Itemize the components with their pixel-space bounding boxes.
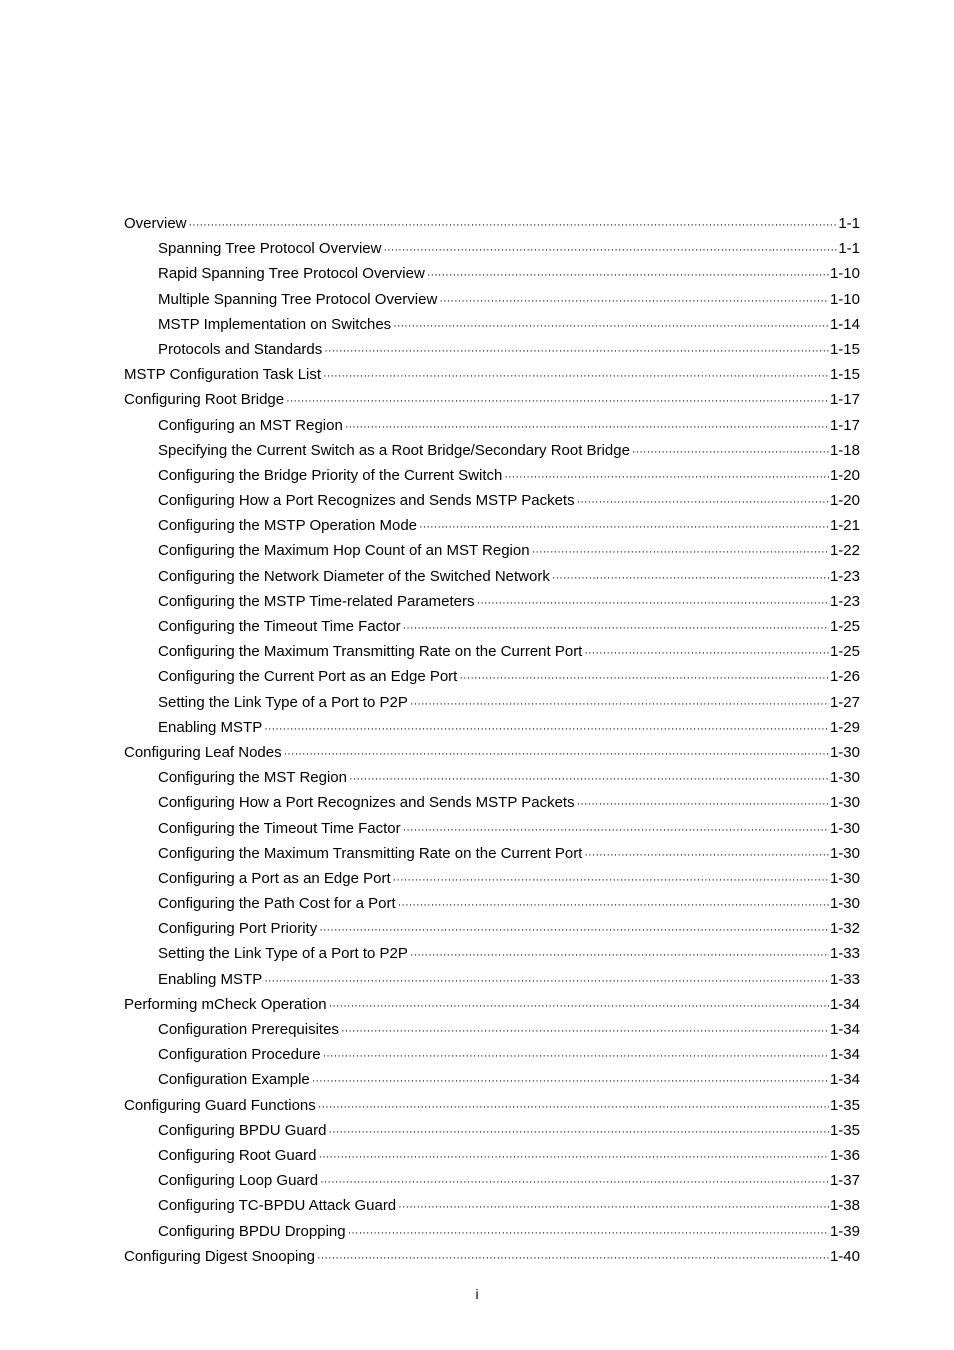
toc-entry-page: 1-10 bbox=[829, 265, 860, 283]
toc-entry[interactable] bbox=[124, 1219, 860, 1244]
toc-entry-title: Configuring How a Port Recognizes and Sends MSTP Packets bbox=[158, 492, 575, 510]
toc-entry-title: Specifying the Current Switch as a Root Bridge/Secondary Root Bridge bbox=[158, 441, 630, 459]
toc-entry[interactable] bbox=[124, 261, 860, 286]
toc-entry-page: 1-40 bbox=[829, 1247, 860, 1265]
toc-entry-title: Enabling MSTP bbox=[158, 718, 263, 736]
toc-entry-title: Configuring the Timeout Time Factor bbox=[158, 618, 401, 635]
toc-entry-page: 1-30 bbox=[829, 819, 860, 837]
toc-entry-page: 1-22 bbox=[829, 542, 860, 560]
toc-entry[interactable] bbox=[124, 1193, 860, 1218]
toc-entry[interactable] bbox=[124, 463, 860, 488]
dot-leader bbox=[264, 717, 829, 742]
toc-entry-page: 1-35 bbox=[829, 1121, 860, 1139]
dot-leader bbox=[345, 415, 829, 440]
dot-leader bbox=[532, 540, 829, 565]
toc-entry-page: 1-29 bbox=[829, 718, 860, 736]
toc-entry-title: Configuring the MST Region bbox=[158, 769, 347, 787]
toc-entry[interactable] bbox=[124, 740, 860, 765]
toc-entry-page: 1-1 bbox=[838, 240, 860, 258]
toc-entry-title: Configuring Root Bridge bbox=[124, 391, 285, 409]
toc-entry-page: 1-34 bbox=[829, 1021, 860, 1038]
toc-entry[interactable] bbox=[124, 690, 860, 715]
toc-entry[interactable] bbox=[124, 413, 860, 438]
dot-leader bbox=[577, 792, 829, 817]
toc-entry[interactable] bbox=[124, 337, 860, 362]
toc-entry-title: Configuring the Path Cost for a Port bbox=[158, 895, 396, 913]
dot-leader bbox=[349, 767, 829, 792]
toc-entry-page: 1-17 bbox=[829, 416, 860, 434]
toc-entry-title: Overview bbox=[124, 215, 187, 232]
toc-entry-page: 1-35 bbox=[829, 1096, 860, 1114]
toc-entry-page: 1-26 bbox=[829, 668, 860, 686]
toc-entry[interactable] bbox=[124, 992, 860, 1017]
dot-leader bbox=[504, 465, 829, 490]
toc-entry[interactable] bbox=[124, 312, 860, 337]
toc-entry-page: 1-34 bbox=[829, 995, 860, 1013]
dot-leader bbox=[324, 339, 829, 364]
toc-entry-title: Configuring the Timeout Time Factor bbox=[158, 819, 401, 837]
table-of-contents bbox=[124, 211, 860, 1269]
toc-entry-page: 1-30 bbox=[829, 743, 860, 761]
toc-entry[interactable] bbox=[124, 538, 860, 563]
toc-entry[interactable] bbox=[124, 362, 860, 387]
toc-entry-title: Configuring Port Priority bbox=[158, 920, 318, 938]
dot-leader bbox=[328, 1120, 829, 1145]
toc-entry[interactable] bbox=[124, 967, 860, 992]
toc-entry-page: 1-30 bbox=[829, 769, 860, 787]
dot-leader bbox=[264, 969, 829, 994]
dot-leader bbox=[318, 1145, 829, 1170]
toc-entry-page: 1-39 bbox=[829, 1222, 860, 1240]
toc-entry-title: Configuring the Maximum Hop Count of an MST Region bbox=[158, 542, 530, 560]
toc-entry-title: Protocols and Standards bbox=[158, 340, 323, 358]
toc-entry[interactable] bbox=[124, 765, 860, 790]
toc-entry[interactable] bbox=[124, 488, 860, 513]
dot-leader bbox=[584, 843, 829, 868]
dot-leader bbox=[329, 994, 829, 1019]
toc-entry[interactable] bbox=[124, 1244, 860, 1269]
toc-entry-title: Configuring the Current Port as an Edge Port bbox=[158, 668, 458, 686]
dot-leader bbox=[286, 389, 829, 414]
dot-leader bbox=[393, 868, 829, 893]
toc-entry-title: Configuring the Maximum Transmitting Rate on the Current Port bbox=[158, 643, 583, 661]
toc-entry-page: 1-33 bbox=[829, 970, 860, 988]
toc-entry-page: 1-20 bbox=[829, 466, 860, 484]
toc-entry[interactable] bbox=[124, 614, 860, 639]
toc-entry-page: 1-30 bbox=[829, 869, 860, 887]
page-number: i bbox=[475, 1286, 479, 1302]
toc-entry-page: 1-23 bbox=[829, 567, 860, 585]
toc-entry-title: Configuring the Network Diameter of the Switched Network bbox=[158, 567, 550, 585]
toc-entry[interactable] bbox=[124, 916, 860, 941]
toc-entry[interactable] bbox=[124, 639, 860, 664]
toc-entry-title: Configuring the MSTP Time-related Parameters bbox=[158, 592, 475, 610]
toc-entry-title: Configuring a Port as an Edge Port bbox=[158, 869, 391, 887]
toc-entry-title: Configuring How a Port Recognizes and Sends MSTP Packets bbox=[158, 794, 575, 812]
toc-entry[interactable] bbox=[124, 1067, 860, 1092]
dot-leader bbox=[419, 515, 829, 540]
toc-entry-page: 1-21 bbox=[829, 517, 860, 535]
toc-entry-title: Configuring the Bridge Priority of the Current Switch bbox=[158, 466, 503, 484]
dot-leader bbox=[348, 1221, 829, 1246]
dot-leader bbox=[319, 918, 829, 943]
toc-entry[interactable] bbox=[124, 1168, 860, 1193]
dot-leader bbox=[312, 1069, 829, 1094]
toc-entry-page: 1-20 bbox=[829, 492, 860, 510]
toc-entry[interactable] bbox=[124, 236, 860, 261]
toc-entry[interactable] bbox=[124, 1017, 860, 1042]
dot-leader bbox=[323, 1044, 829, 1069]
toc-entry-title: Configuring Leaf Nodes bbox=[124, 743, 282, 761]
toc-entry[interactable] bbox=[124, 841, 860, 866]
toc-entry[interactable] bbox=[124, 866, 860, 891]
dot-leader bbox=[410, 943, 829, 968]
toc-entry-page: 1-17 bbox=[829, 391, 860, 409]
toc-entry-title: MSTP Configuration Task List bbox=[124, 366, 322, 384]
toc-entry-page: 1-27 bbox=[829, 693, 860, 711]
toc-entry-page: 1-1 bbox=[838, 215, 860, 232]
dot-leader bbox=[317, 1246, 829, 1271]
dot-leader bbox=[459, 666, 829, 691]
dot-leader bbox=[323, 364, 829, 389]
toc-entry-title: Configuring the Maximum Transmitting Rate on the Current Port bbox=[158, 844, 583, 862]
dot-leader bbox=[320, 1170, 829, 1195]
toc-entry-page: 1-37 bbox=[829, 1172, 860, 1190]
toc-entry-page: 1-34 bbox=[829, 1046, 860, 1064]
toc-entry[interactable] bbox=[124, 790, 860, 815]
toc-entry-page: 1-36 bbox=[829, 1146, 860, 1164]
toc-entry-title: Configuration Procedure bbox=[158, 1046, 321, 1064]
toc-entry-title: Configuring Guard Functions bbox=[124, 1096, 316, 1114]
dot-leader bbox=[341, 1019, 829, 1044]
toc-entry-title: Configuring Digest Snooping bbox=[124, 1247, 315, 1265]
dot-leader bbox=[577, 490, 829, 515]
dot-leader bbox=[552, 566, 829, 591]
toc-entry-title: Configuring BPDU Guard bbox=[158, 1121, 327, 1139]
toc-entry-title: Configuring Root Guard bbox=[158, 1146, 317, 1164]
toc-entry[interactable] bbox=[124, 1042, 860, 1067]
toc-entry-title: Performing mCheck Operation bbox=[124, 995, 327, 1013]
dot-leader bbox=[393, 314, 829, 339]
toc-entry-title: Setting the Link Type of a Port to P2P bbox=[158, 945, 408, 963]
toc-entry-page: 1-14 bbox=[829, 315, 860, 333]
toc-entry-title: Configuring Loop Guard bbox=[158, 1172, 319, 1190]
toc-entry[interactable] bbox=[124, 564, 860, 589]
toc-entry-title: Configuration Example bbox=[158, 1071, 310, 1089]
toc-entry-title: Multiple Spanning Tree Protocol Overview bbox=[158, 290, 438, 308]
dot-leader bbox=[403, 818, 829, 843]
dot-leader bbox=[284, 742, 829, 767]
toc-entry-title: Setting the Link Type of a Port to P2P bbox=[158, 693, 408, 711]
toc-entry-page: 1-25 bbox=[829, 643, 860, 661]
toc-entry[interactable] bbox=[124, 715, 860, 740]
toc-entry[interactable] bbox=[124, 211, 860, 236]
toc-entry-title: Configuration Prerequisites bbox=[158, 1021, 339, 1038]
toc-entry-page: 1-38 bbox=[829, 1197, 860, 1215]
toc-entry-title: Configuring BPDU Dropping bbox=[158, 1222, 346, 1240]
toc-entry-title: MSTP Implementation on Switches bbox=[158, 315, 392, 333]
dot-leader bbox=[427, 263, 829, 288]
dot-leader bbox=[398, 1195, 829, 1220]
toc-entry-page: 1-15 bbox=[829, 340, 860, 358]
toc-entry-page: 1-10 bbox=[829, 290, 860, 308]
dot-leader bbox=[477, 591, 829, 616]
dot-leader bbox=[398, 893, 829, 918]
toc-entry-page: 1-18 bbox=[829, 441, 860, 459]
toc-entry-title: Enabling MSTP bbox=[158, 970, 263, 988]
dot-leader bbox=[632, 440, 829, 465]
toc-entry-title: Configuring an MST Region bbox=[158, 416, 343, 434]
toc-entry[interactable] bbox=[124, 1093, 860, 1118]
toc-entry[interactable] bbox=[124, 589, 860, 614]
toc-entry-page: 1-34 bbox=[829, 1071, 860, 1089]
toc-entry-title: Configuring TC-BPDU Attack Guard bbox=[158, 1197, 397, 1215]
toc-entry-page: 1-30 bbox=[829, 844, 860, 862]
toc-entry[interactable] bbox=[124, 816, 860, 841]
toc-entry-page: 1-30 bbox=[829, 895, 860, 913]
dot-leader bbox=[439, 289, 829, 314]
toc-entry[interactable] bbox=[124, 438, 860, 463]
toc-entry-page: 1-25 bbox=[829, 618, 860, 635]
toc-entry-title: Rapid Spanning Tree Protocol Overview bbox=[158, 265, 425, 283]
toc-entry[interactable] bbox=[124, 891, 860, 916]
toc-entry[interactable] bbox=[124, 513, 860, 538]
toc-entry[interactable] bbox=[124, 1118, 860, 1143]
toc-entry[interactable] bbox=[124, 287, 860, 312]
toc-entry-page: 1-15 bbox=[829, 366, 860, 384]
toc-entry-page: 1-33 bbox=[829, 945, 860, 963]
dot-leader bbox=[383, 238, 837, 263]
dot-leader bbox=[403, 616, 829, 641]
toc-entry-title: Spanning Tree Protocol Overview bbox=[158, 240, 382, 258]
toc-entry[interactable] bbox=[124, 387, 860, 412]
dot-leader bbox=[189, 213, 838, 238]
dot-leader bbox=[318, 1095, 829, 1120]
toc-entry-page: 1-23 bbox=[829, 592, 860, 610]
toc-entry[interactable] bbox=[124, 941, 860, 966]
dot-leader bbox=[584, 641, 829, 666]
toc-entry-page: 1-30 bbox=[829, 794, 860, 812]
toc-entry[interactable] bbox=[124, 1143, 860, 1168]
toc-entry-title: Configuring the MSTP Operation Mode bbox=[158, 517, 418, 535]
toc-entry[interactable] bbox=[124, 664, 860, 689]
toc-entry-page: 1-32 bbox=[829, 920, 860, 938]
dot-leader bbox=[410, 692, 829, 717]
